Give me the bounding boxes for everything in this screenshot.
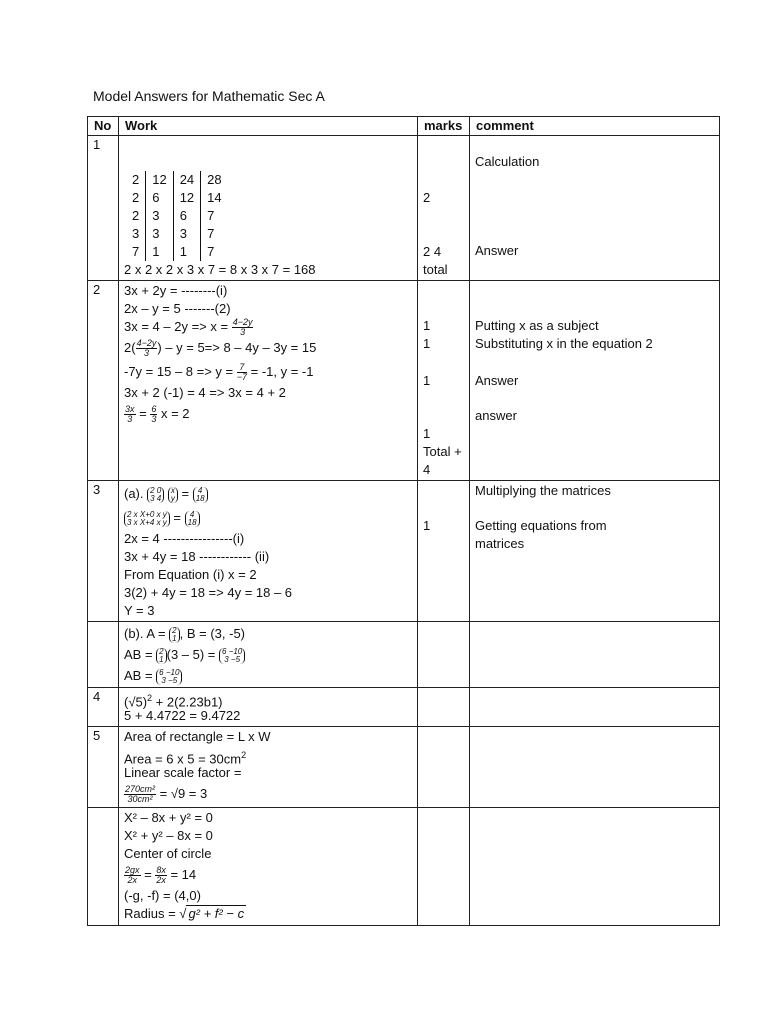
factor-cell: 7 (201, 225, 228, 243)
mark: 1 (423, 518, 431, 533)
work-text: ) – y = 5=> 8 – 4y – 3y = 15 (157, 340, 317, 355)
matrix-row: 18 (195, 493, 205, 503)
answers-table (87, 116, 720, 926)
factor-cell: 6 (173, 207, 200, 225)
question-number: 3 (88, 481, 119, 622)
work-text: = 14 (166, 867, 197, 882)
denominator: −7 (236, 372, 248, 383)
page-title: Model Answers for Mathematic Sec A (93, 88, 325, 104)
work-line: X² – 8x + y² = 0 (124, 810, 213, 825)
work-line (124, 360, 412, 384)
mark: 1 (423, 373, 431, 388)
work-cell (119, 281, 418, 481)
factor-cell: 1 (146, 243, 173, 261)
matrix-row: 1 (172, 633, 177, 643)
question-number-empty (88, 808, 119, 926)
factor-cell: 2 (132, 190, 140, 205)
sqrt-symbol: √ (179, 906, 187, 921)
radicand: g² + f² − c (188, 906, 245, 921)
matrix (156, 648, 166, 664)
factor-row (126, 243, 228, 261)
work-text: , B = (3, -5) (179, 626, 246, 641)
fraction (124, 785, 156, 804)
factor-cell: 12 (146, 171, 173, 189)
comment: answer (475, 408, 517, 423)
matrix-row: 18 (187, 517, 197, 527)
question-1-row (88, 136, 720, 281)
mark: 2 (423, 190, 431, 205)
fraction (155, 866, 167, 885)
fraction (136, 339, 158, 358)
work-cell (119, 622, 418, 688)
denominator: 2x (127, 875, 138, 886)
work-line: (-g, -f) = (4,0) (124, 888, 201, 903)
denominator: 30cm² (127, 794, 153, 805)
mark: Total + (423, 444, 462, 459)
work-text: Area = 6 x 5 = 30cm (124, 751, 242, 767)
work-text: 3x = 4 – 2y => x = (124, 319, 232, 334)
work-line (124, 905, 412, 923)
factor-cell: 14 (201, 189, 228, 207)
factor-cell: 3 (146, 207, 173, 225)
marks-cell (418, 688, 470, 727)
header-comment: comment (470, 117, 720, 136)
numerator: 4−2y (232, 317, 253, 328)
factor-row (126, 189, 228, 207)
matrix-row: 6 −10 (222, 646, 243, 656)
mark: total (423, 262, 448, 277)
question-3b-row (88, 622, 720, 688)
fraction (237, 363, 247, 382)
work-text: 2( (124, 340, 136, 355)
denominator: 3 (143, 348, 149, 359)
question-4-row (88, 688, 720, 727)
work-line: 2x – y = 5 -------(2) (124, 301, 231, 316)
marks-cell (418, 622, 470, 688)
work-text: x = 2 (157, 406, 190, 421)
matrix (169, 627, 179, 643)
factor-cell: 3 (173, 225, 200, 243)
matrix-row: 3 −5 (224, 654, 241, 664)
work-cell (119, 136, 418, 281)
work-line (124, 623, 412, 644)
comment: Calculation (475, 154, 540, 169)
matrix (219, 648, 245, 664)
fraction (124, 866, 141, 885)
numerator: 2gx (125, 865, 140, 876)
superscript: 2 (241, 750, 247, 760)
factor-cell: 24 (173, 171, 200, 189)
work-text: AB = (124, 647, 157, 662)
header-row (88, 117, 720, 136)
matrix-row: 3 x X+4 x y (127, 517, 167, 527)
header-no: No (88, 117, 119, 136)
work-line: Center of circle (124, 846, 212, 861)
comment-cell (470, 808, 720, 926)
work-text: -7y = 15 – 8 => y = (124, 364, 237, 379)
comment: Putting x as a subject (475, 318, 599, 333)
comment-cell (470, 622, 720, 688)
denominator: 3 (127, 414, 133, 425)
matrix-row: 2 (172, 625, 177, 635)
matrix-row: 1 (159, 654, 164, 664)
question-5-row (88, 727, 720, 808)
marks-cell (418, 281, 470, 481)
comment-cell (470, 136, 720, 281)
factor-cell: 2 (132, 172, 140, 187)
work-cell (119, 688, 418, 727)
numerator: 4−2y (136, 338, 157, 349)
comment-cell (470, 281, 720, 481)
marks-cell (418, 481, 470, 622)
matrix-row: 4 (197, 485, 203, 495)
marks-cell (418, 136, 470, 281)
work-text: (√5) (124, 694, 148, 710)
work-text: Radius = (124, 906, 180, 921)
factor-cell: 28 (201, 171, 228, 189)
mark: 2 4 (423, 244, 442, 259)
question-number: 1 (88, 136, 119, 281)
factor-grid (126, 171, 228, 261)
factor-cell: 7 (201, 207, 228, 225)
matrix-row: 2 x X+0 x y (127, 509, 167, 519)
factor-cell: 12 (173, 189, 200, 207)
denominator: 3 (151, 414, 157, 425)
factor-cell: 2 (132, 208, 140, 223)
work-cell (119, 727, 418, 808)
matrix-row: 2 (159, 646, 164, 656)
matrix-row: 4 (189, 509, 195, 519)
denominator: 2x (156, 875, 166, 886)
factor-cell: 3 (132, 226, 140, 241)
header-work: Work (119, 117, 418, 136)
factor-row (126, 171, 228, 189)
question-number: 4 (88, 688, 119, 727)
question-number: 5 (88, 727, 119, 808)
matrix-row: y (170, 493, 175, 503)
question-5-circle-row (88, 808, 720, 926)
factor-cell: 7 (201, 243, 228, 261)
matrix-row: 3 −5 (161, 675, 178, 685)
work-cell (119, 808, 418, 926)
factor-row (126, 207, 228, 225)
matrix (156, 669, 182, 685)
question-2-row (88, 281, 720, 481)
work-cell (119, 481, 418, 622)
question-number-empty (88, 622, 119, 688)
question-number: 2 (88, 281, 119, 481)
work-line: 2 x X+0 x y 3 x X+4 x y = 4 18 (124, 506, 412, 530)
comment: Substituting x in the equation 2 (475, 336, 653, 351)
work-line: 3(2) + 4y = 18 => 4y = 18 – 6 (124, 585, 293, 600)
work-line: 2 x 2 x 2 x 3 x 7 = 8 x 3 x 7 = 168 (124, 262, 316, 277)
matrix (168, 487, 178, 503)
work-line: 3x + 4y = 18 ------------ (ii) (124, 549, 270, 564)
numerator: 6 (151, 404, 157, 415)
mark: 1 (423, 336, 431, 351)
comment: Answer (475, 243, 519, 258)
work-line (124, 746, 412, 767)
numerator: 8x (156, 865, 166, 876)
work-text: (b). A = (124, 626, 170, 641)
comment: Answer (475, 373, 519, 388)
work-text: = √9 = 3 (156, 786, 208, 801)
superscript: 2 (147, 693, 153, 703)
matrix (147, 487, 164, 503)
work-text: = -1, y = -1 (247, 364, 314, 379)
work-line: (a). 2 0 3 4 x y = 4 18 (124, 482, 412, 506)
header-marks: marks (418, 117, 470, 136)
matrix (124, 511, 170, 527)
factor-row (126, 225, 228, 243)
question-3a-row (88, 481, 720, 622)
comment-cell (470, 688, 720, 727)
marks-cell (418, 727, 470, 808)
work-line (124, 336, 412, 360)
numerator: 7 (237, 363, 247, 373)
fraction (232, 318, 254, 337)
work-line (124, 665, 412, 686)
comment: matrices (475, 536, 525, 551)
mark: 1 (423, 426, 431, 441)
work-text: (a). (124, 486, 148, 501)
comment: Multiplying the matrices (475, 483, 611, 498)
fraction (124, 405, 136, 424)
matrix-row: 3 4 (150, 493, 162, 503)
factor-cell: 7 (132, 244, 140, 259)
marks-cell (418, 808, 470, 926)
work-text: + 2(2.23b1) (152, 694, 223, 710)
work-line: Linear scale factor = (124, 765, 242, 780)
work-line: 2x = 4 ----------------(i) (124, 531, 245, 546)
work-line: 3x + 2y = --------(i) (124, 283, 228, 298)
work-line: $\frac{3x}{3}$ = $\frac{6}{3}$ x = 2 (125, 404, 190, 425)
work-line: 5 + 4.4722 = 9.4722 (124, 708, 241, 723)
factor-cell: 3 (146, 225, 173, 243)
work-line: Y = 3 (124, 603, 155, 618)
comment-cell (470, 727, 720, 808)
matrix-row: 6 −10 (159, 667, 180, 677)
work-line: Area of rectangle = L x W (124, 729, 271, 744)
work-line (124, 644, 412, 665)
comment-cell (470, 481, 720, 622)
work-line: $\frac{2gx}{2x}$ = $\frac{8x}{2x}$ = 14 (125, 865, 197, 886)
matrix (193, 487, 208, 503)
numerator: 3x (125, 404, 135, 415)
denominator: 3 (240, 327, 246, 338)
mark: 4 (423, 462, 431, 477)
mark: 1 (423, 318, 431, 333)
work-line: X² + y² – 8x = 0 (124, 828, 213, 843)
numerator: 270cm² (125, 784, 156, 795)
work-text: AB = (124, 668, 157, 683)
work-line (124, 318, 412, 336)
work-line: From Equation (i) x = 2 (124, 567, 257, 582)
matrix (185, 511, 200, 527)
matrix-row: 2 0 (150, 485, 162, 495)
work-line (124, 782, 412, 806)
factor-cell: 1 (173, 243, 200, 261)
work-text: (3 – 5) = (166, 647, 220, 662)
work-line (124, 689, 412, 710)
work-line: 3x + 2 (-1) = 4 => 3x = 4 + 2 (124, 385, 286, 400)
factor-cell: 6 (146, 189, 173, 207)
matrix-row: x (170, 485, 175, 495)
comment: Getting equations from (475, 518, 607, 533)
